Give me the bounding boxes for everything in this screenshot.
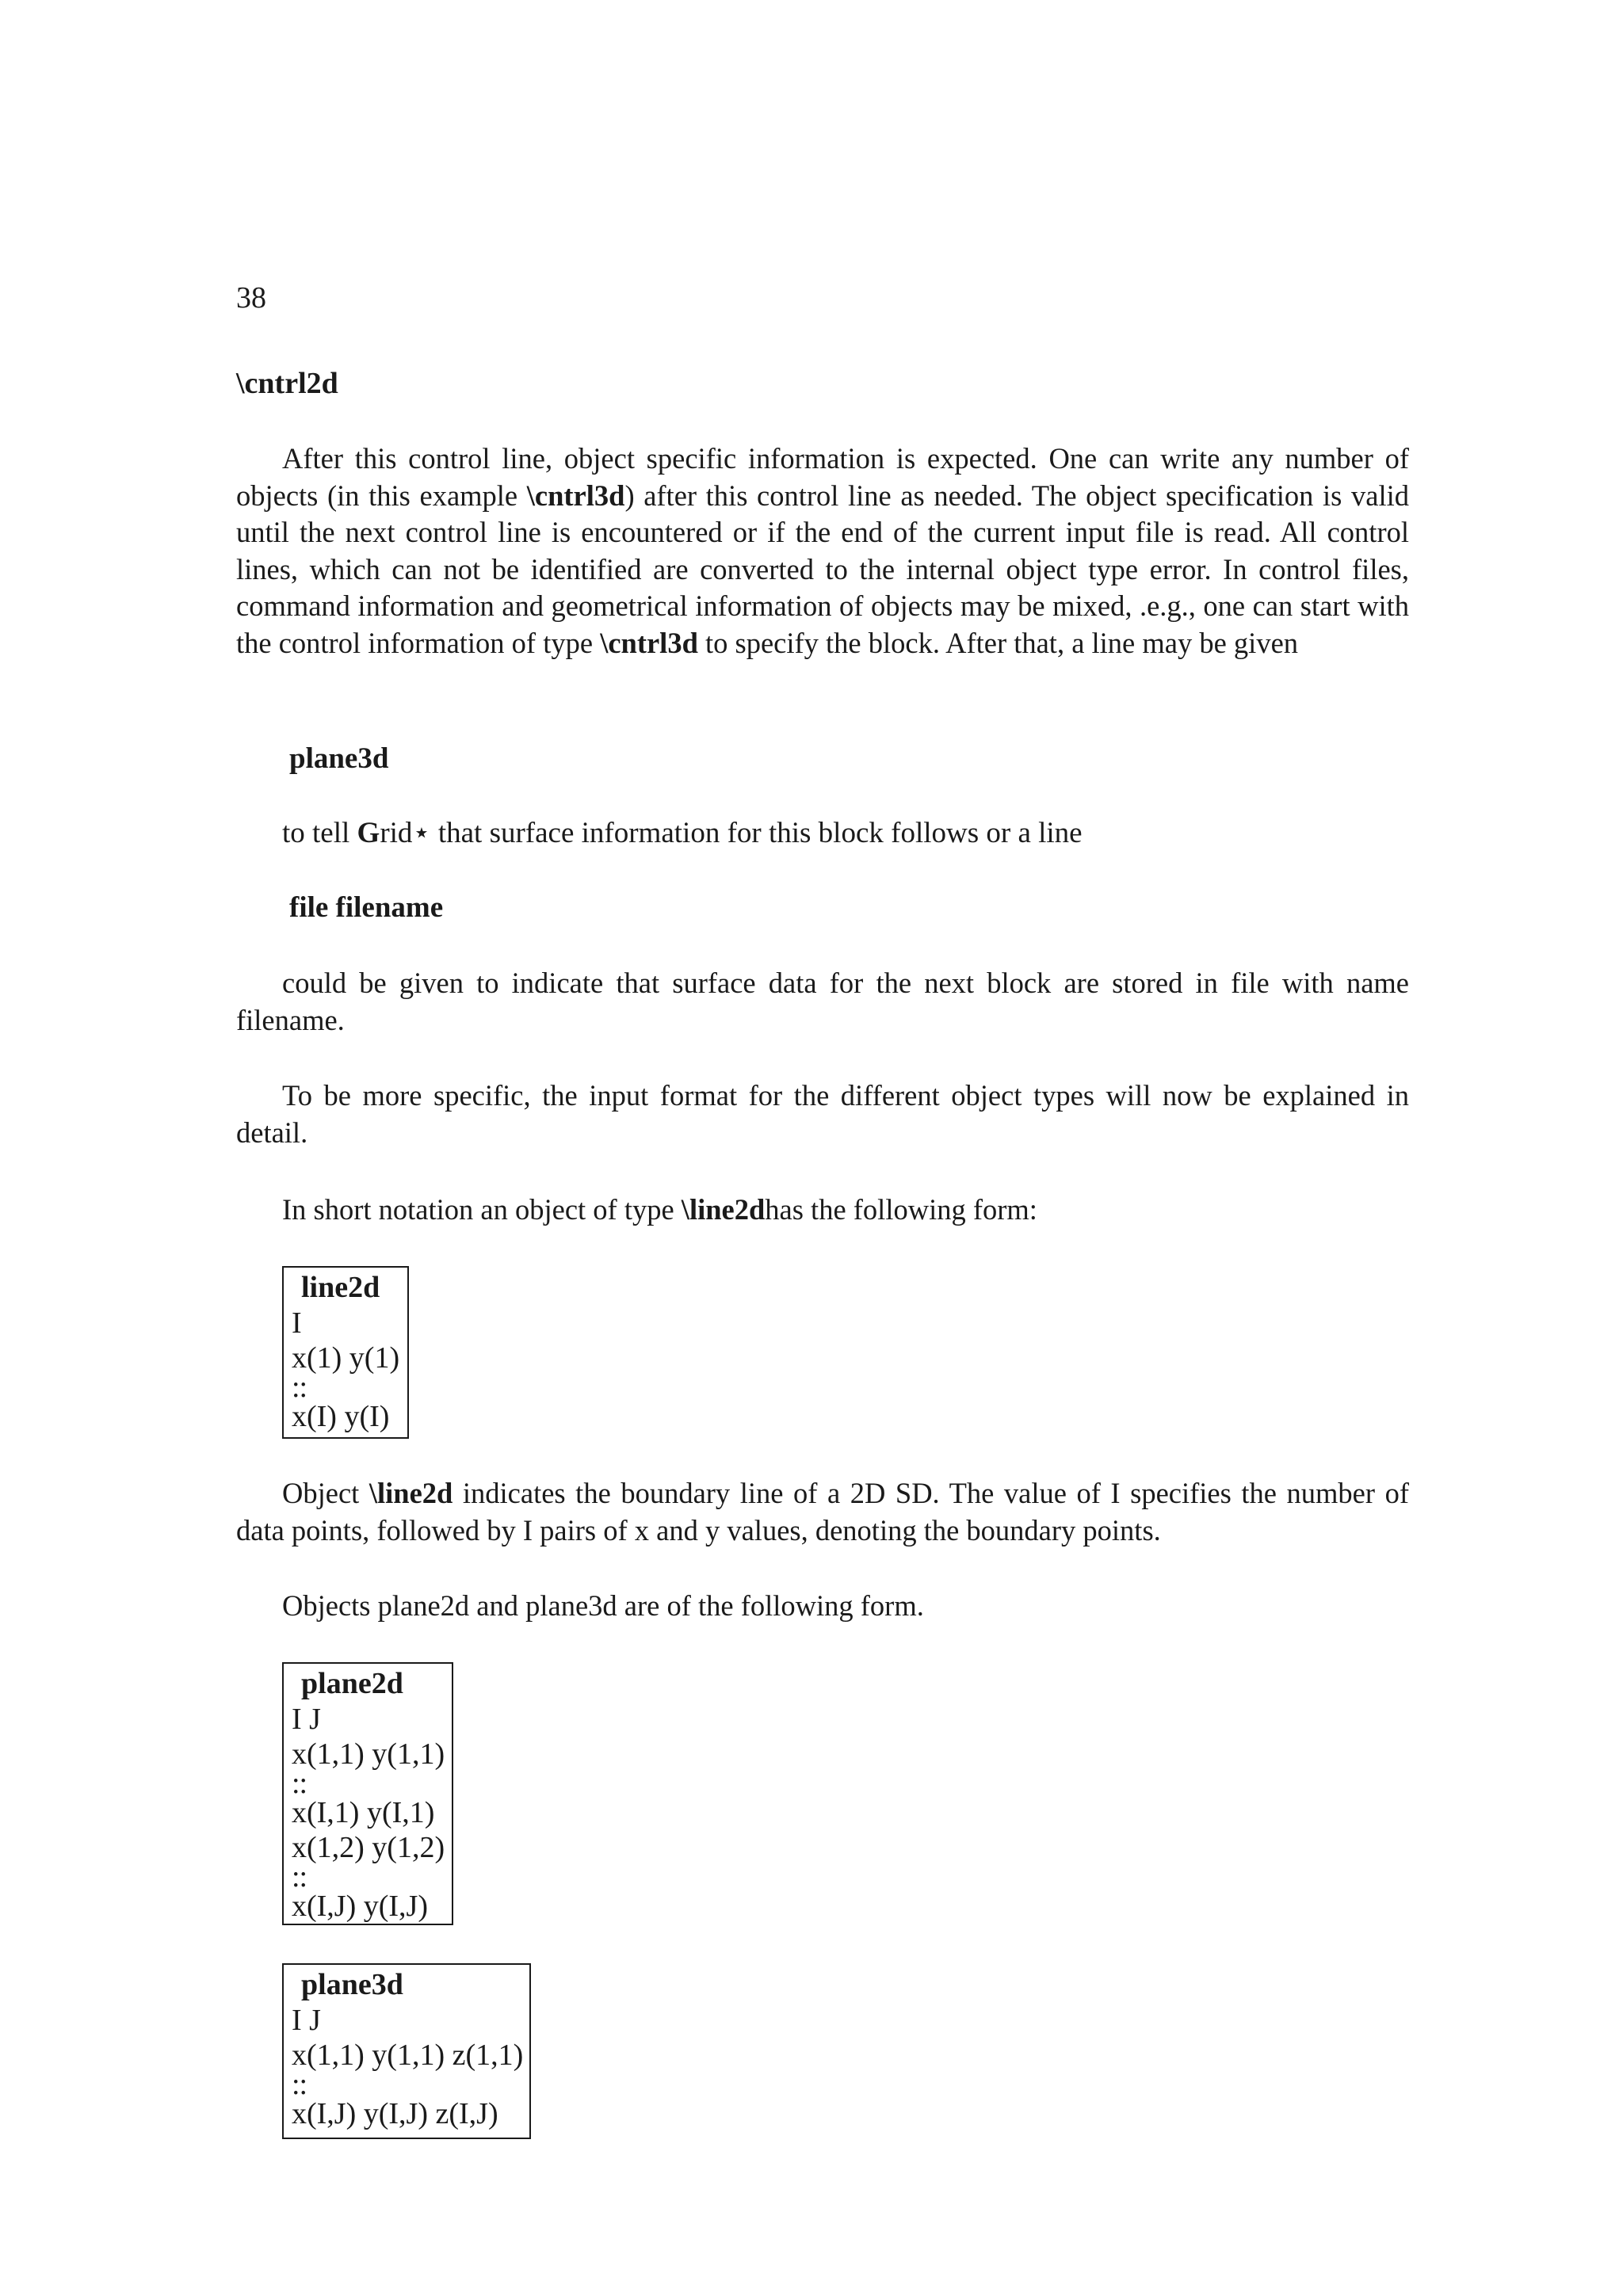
plane2d-box-line: x(1,1) y(1,1) [292, 1737, 445, 1771]
line2d-box-line: I [292, 1306, 302, 1340]
line2d-box-ellipsis: :: [292, 1371, 307, 1404]
paragraph-line2d-description [236, 1475, 1409, 1549]
plane3d-format-box [282, 1963, 531, 2139]
code-line-plane3d: plane3d [289, 742, 389, 775]
plane3d-box-line: I J [292, 2004, 321, 2037]
plane2d-format-box [282, 1662, 453, 1925]
para1-text-a: After this control line, object specific information is expected. One can write any number of objects (in this example [236, 442, 1409, 512]
grid-brand-initial: G [357, 817, 380, 849]
plane3d-box-line: x(1,1) y(1,1) z(1,1) [292, 2039, 524, 2072]
paragraph-plane-intro: Objects plane2d and plane3d are of the following form. [282, 1589, 924, 1622]
plane2d-box-line: x(I,1) y(I,1) [292, 1796, 435, 1829]
tell-text-b: rid⋆ that surface information for this block follows or a line [380, 817, 1083, 849]
para1-keyword-cntrl3d-second: \cntrl3d [600, 626, 698, 659]
paragraph-input-format: To be more specific, the input format for the different object types will now be explained in detail. [236, 1079, 1409, 1149]
para1-keyword-cntrl3d: \cntrl3d [526, 479, 625, 512]
para4-text-b: has the following form: [765, 1193, 1037, 1226]
para4-keyword-line2d: \line2d [681, 1193, 766, 1226]
plane3d-box-title: plane3d [301, 1968, 403, 2001]
tell-text-a: to tell [282, 817, 357, 849]
para4-text-a: In short notation an object of type [282, 1193, 682, 1226]
plane2d-box-line: x(I,J) y(I,J) [292, 1890, 429, 1923]
plane3d-box-line: x(I,J) y(I,J) z(I,J) [292, 2097, 498, 2130]
page-number: 38 [236, 281, 266, 315]
section-heading: \cntrl2d [236, 367, 338, 400]
paragraph-file-description: could be given to indicate that surface data for the next block are stored in file with name filename. [236, 967, 1409, 1036]
para5-text-b: indicates the boundary line of a 2D SD. The value of I specifies the number of data points, followed by I pairs of x and y values, denoting the boundary points. [236, 1477, 1409, 1547]
code-line-file-filename: file filename [289, 891, 444, 924]
line2d-box-title: line2d [301, 1271, 380, 1304]
plane2d-box-line: x(1,2) y(1,2) [292, 1831, 445, 1864]
plane2d-box-line: I J [292, 1703, 321, 1736]
paragraph-control-line-description [236, 441, 1409, 662]
paragraph-line2d-intro [236, 1192, 1409, 1229]
plane3d-box-ellipsis: :: [292, 2068, 307, 2101]
para5-text-a: Object [282, 1477, 369, 1509]
para5-keyword-line2d: \line2d [369, 1477, 453, 1509]
plane2d-box-ellipsis: :: [292, 1767, 307, 1800]
para1-text-c: to specify the block. After that, a line may be given [697, 626, 1299, 659]
line2d-box-line: x(1) y(1) [292, 1341, 400, 1375]
tell-grid-line [282, 814, 1083, 852]
plane2d-box-title: plane2d [301, 1667, 403, 1700]
line2d-format-box [282, 1266, 409, 1439]
line2d-box-line: x(I) y(I) [292, 1400, 390, 1433]
para1-text-b: ) after this control line as needed. The object specification is valid until the next control line is encountered or if the end of the current input file is read. All control lines, which can not be identified are converted to the internal object type error. In control files, command information and geometrical information of objects may be mixed, .e.g., one can start with the control information of type [236, 479, 1409, 659]
plane2d-box-ellipsis: :: [292, 1860, 307, 1894]
